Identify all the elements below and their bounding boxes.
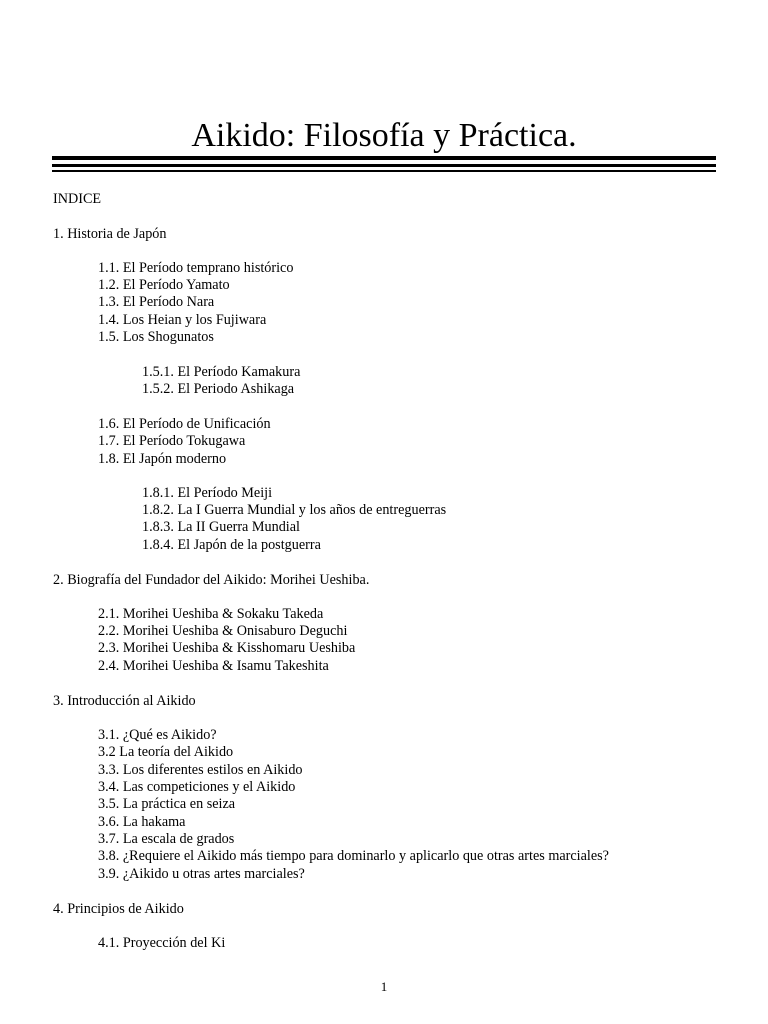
page-number: 1 — [380, 979, 388, 994]
title-rule-medium — [52, 164, 716, 167]
toc-section: 4.1. Proyección del Ki — [98, 935, 226, 951]
toc-chapter: 4. Principios de Aikido — [53, 901, 184, 917]
toc-section: 3.8. ¿Requiere el Aikido más tiempo para dominarlo y aplicarlo que otras artes marciales? — [98, 848, 609, 864]
toc-section: 3.4. Las competiciones y el Aikido — [98, 779, 296, 795]
toc-subsection: 1.8.1. El Período Meiji — [142, 485, 273, 501]
toc-section: 2.3. Morihei Ueshiba & Kisshomaru Ueshiba — [98, 640, 356, 656]
index-heading: INDICE — [53, 191, 102, 207]
toc-section: 1.5. Los Shogunatos — [98, 329, 214, 345]
toc-section: 3.6. La hakama — [98, 814, 186, 830]
toc-section: 3.7. La escala de grados — [98, 831, 235, 847]
document-title: Aikido: Filosofía y Práctica. — [191, 117, 577, 154]
title-rule-thin — [52, 170, 716, 172]
toc-section: 3.5. La práctica en seiza — [98, 796, 236, 812]
toc-section: 1.7. El Período Tokugawa — [98, 433, 246, 449]
toc-section: 3.2 La teoría del Aikido — [98, 744, 234, 760]
toc-section: 1.4. Los Heian y los Fujiwara — [98, 312, 267, 328]
toc-section: 1.1. El Período temprano histórico — [98, 260, 294, 276]
toc-chapter: 1. Historia de Japón — [53, 226, 167, 242]
toc-subsection: 1.5.2. El Periodo Ashikaga — [142, 381, 295, 397]
toc-section: 2.4. Morihei Ueshiba & Isamu Takeshita — [98, 658, 329, 674]
toc-section: 3.1. ¿Qué es Aikido? — [98, 727, 217, 743]
toc-subsection: 1.8.4. El Japón de la postguerra — [142, 537, 321, 553]
toc-section: 1.3. El Período Nara — [98, 294, 215, 310]
toc-subsection: 1.5.1. El Período Kamakura — [142, 364, 301, 380]
toc-section: 2.1. Morihei Ueshiba & Sokaku Takeda — [98, 606, 324, 622]
toc-chapter: 3. Introducción al Aikido — [53, 693, 196, 709]
toc-section: 3.3. Los diferentes estilos en Aikido — [98, 762, 303, 778]
toc-section: 1.6. El Período de Unificación — [98, 416, 271, 432]
toc-subsection: 1.8.3. La II Guerra Mundial — [142, 519, 300, 535]
toc-section: 2.2. Morihei Ueshiba & Onisaburo Deguchi — [98, 623, 348, 639]
toc-subsection: 1.8.2. La I Guerra Mundial y los años de entreguerras — [142, 502, 447, 518]
title-rule-thick — [52, 156, 716, 160]
toc-section: 1.8. El Japón moderno — [98, 451, 227, 467]
toc-section: 3.9. ¿Aikido u otras artes marciales? — [98, 866, 305, 882]
toc-chapter: 2. Biografía del Fundador del Aikido: Morihei Ueshiba. — [53, 572, 370, 588]
toc-section: 1.2. El Período Yamato — [98, 277, 230, 293]
